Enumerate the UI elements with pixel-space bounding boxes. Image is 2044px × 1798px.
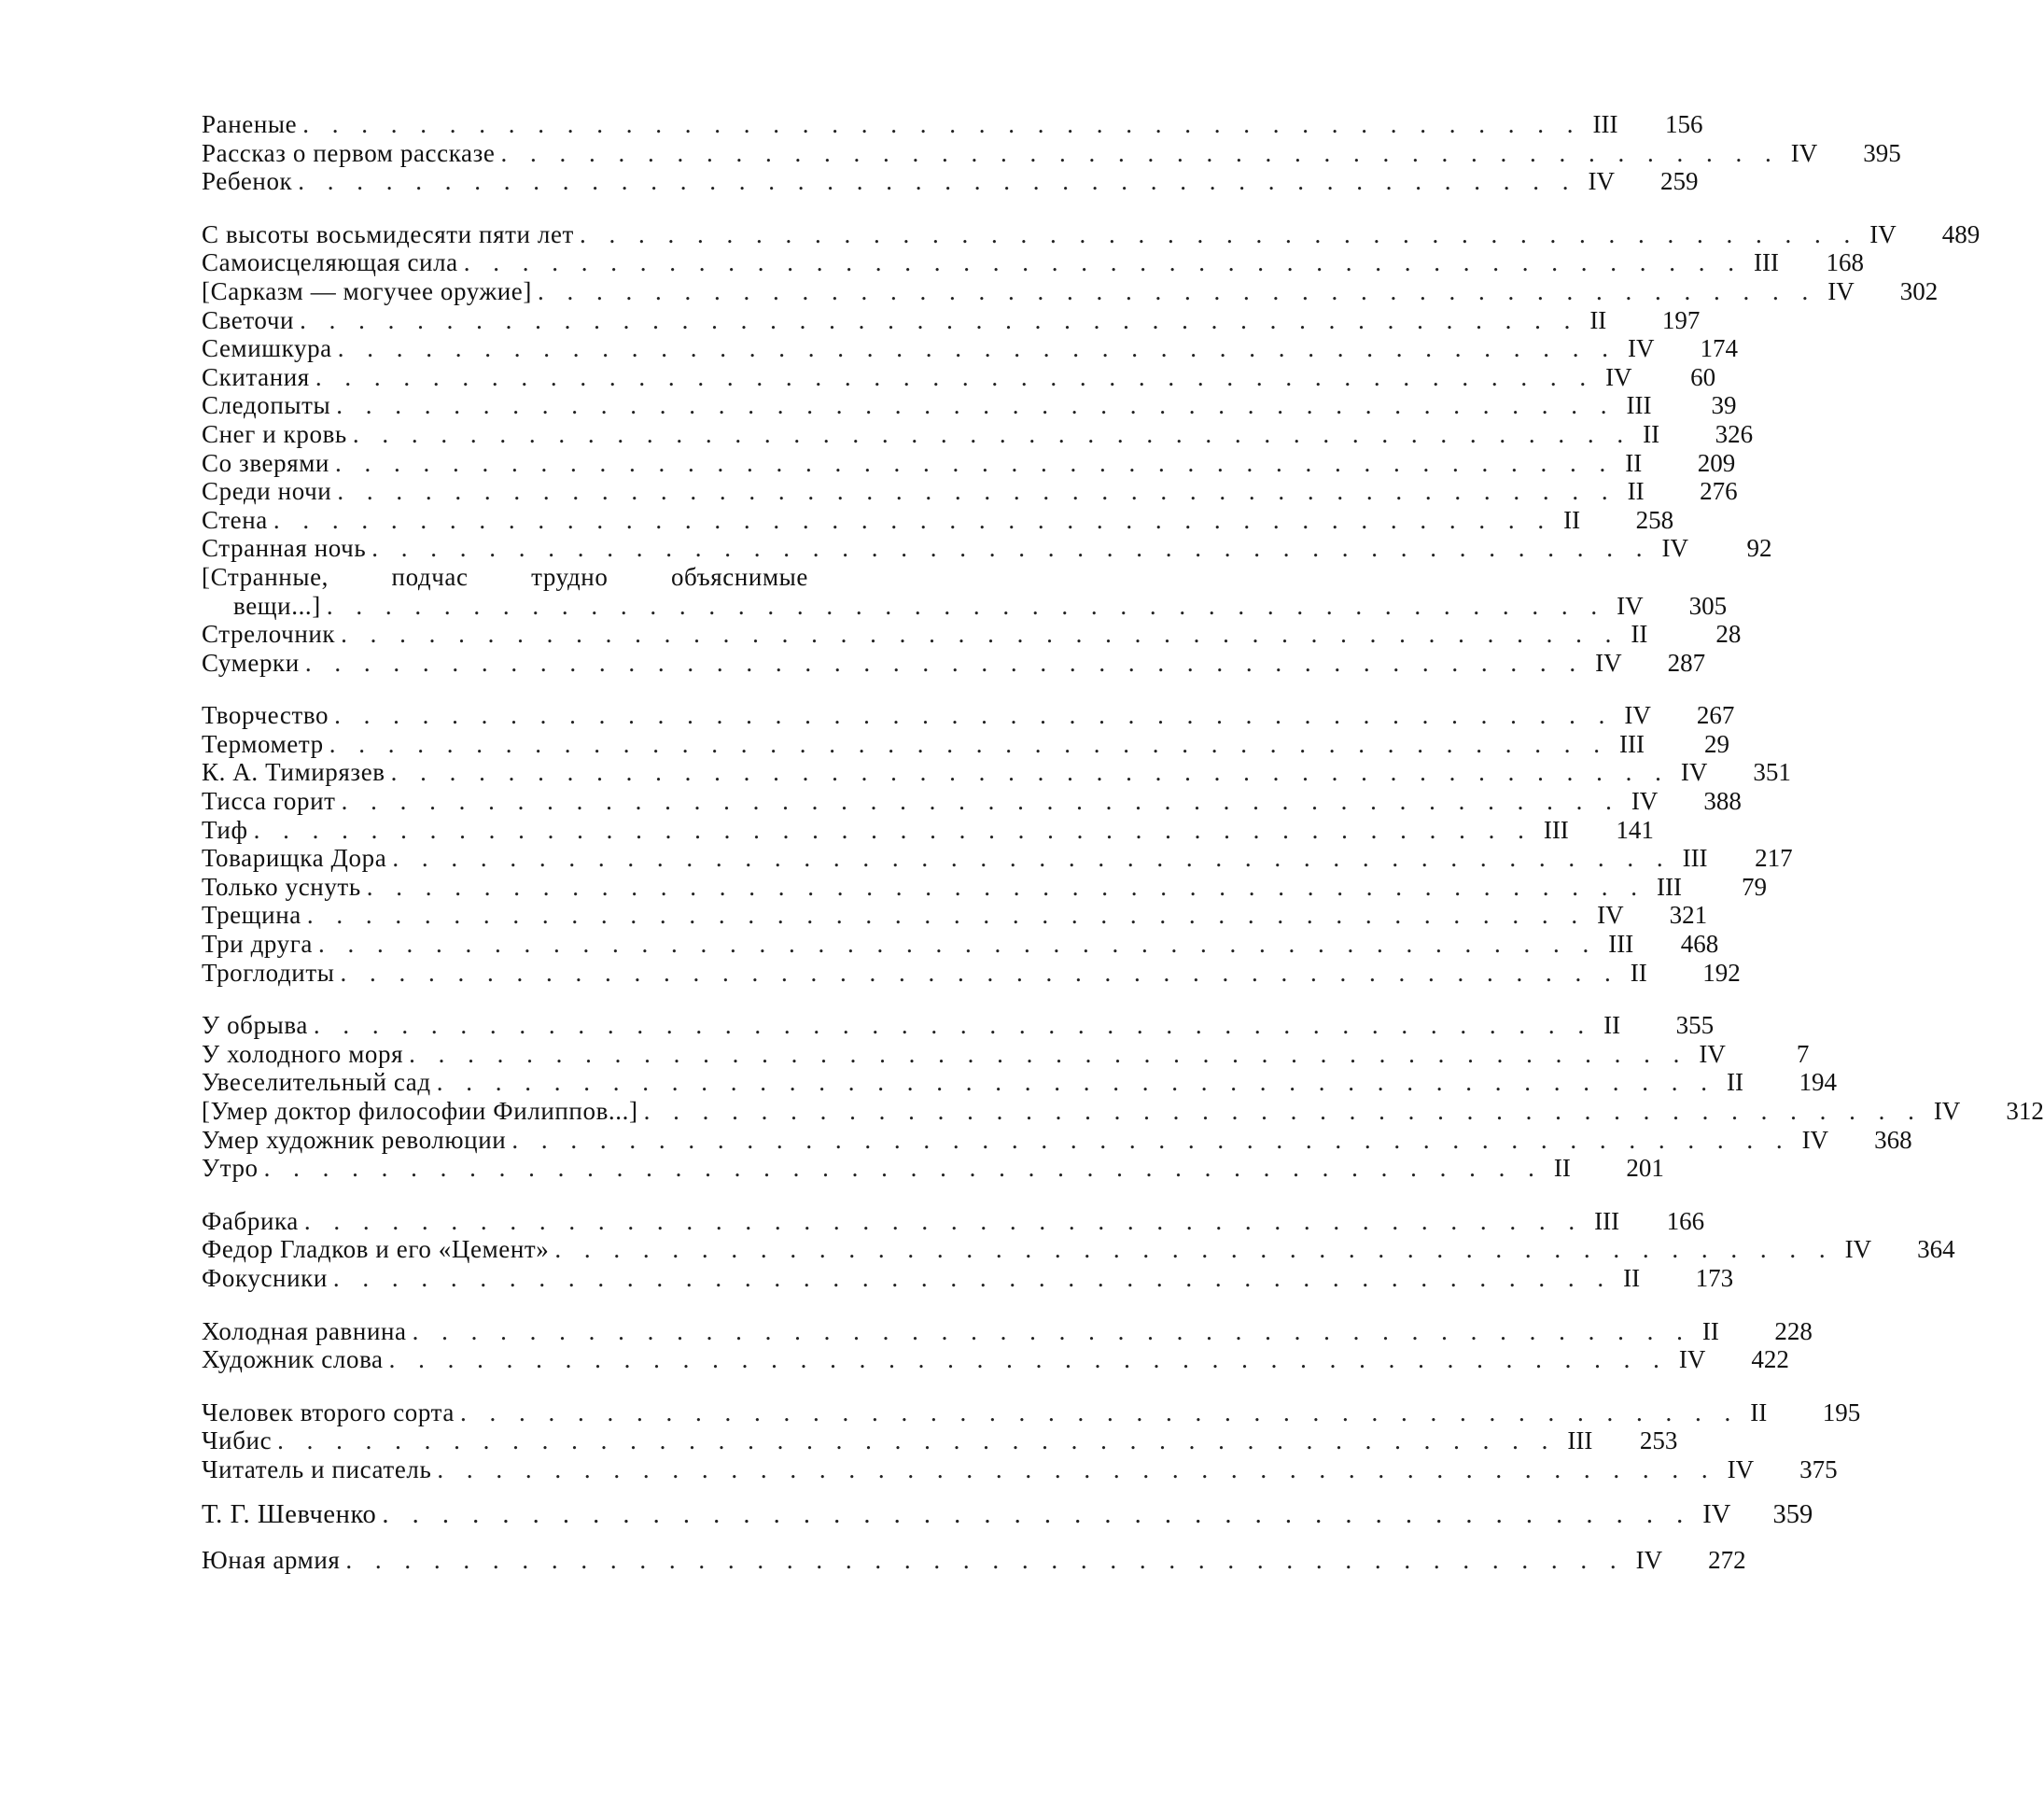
index-page (202, 110, 2044, 1592)
entry-title: Фабрика (202, 1206, 299, 1235)
entry-page: 197 (1661, 305, 1701, 334)
entry-page: 364 (1917, 1235, 1955, 1264)
entry-title: Самоисцеляющая сила (202, 248, 458, 277)
entry-title: Федор Гладков и его «Цемент» (202, 1235, 550, 1264)
entry-volume: IV (1827, 276, 1855, 305)
entry-page: 422 (1751, 1345, 1789, 1374)
index-entry (202, 248, 1864, 277)
dot-leader: . . . . . . . . . . . . . . . . . . . . . . . . . . . . . . . . . . . . . . . . . . . . (345, 1546, 1625, 1575)
entry-title: [Сарказм — могучее оружие] (202, 276, 532, 305)
entry-title: Трещина (202, 901, 301, 930)
entry-volume: II (1627, 477, 1645, 506)
entry-volume: IV (1631, 787, 1659, 816)
index-entry (202, 419, 1754, 449)
entry-page: 258 (1635, 505, 1674, 534)
entry-title: Только уснуть (202, 872, 361, 901)
dot-leader: . . . . . . . . . . . . . . . . . . . . . . . . . . . . . . . . . . . . . . . . . . . . (390, 758, 1670, 787)
entry-title: Стена (202, 505, 268, 534)
entry-page: 201 (1626, 1154, 1664, 1183)
entry-volume: II (1553, 1154, 1571, 1183)
entry-volume: III (1626, 391, 1652, 420)
entry-volume: III (1543, 815, 1569, 844)
dot-leader: . . . . . . . . . . . . . . . . . . . . . . . . . . . . . . . . . . . . . . . . . . . . (336, 391, 1616, 420)
index-entry (202, 1206, 1705, 1236)
entry-title: Человек второго сорта (202, 1398, 455, 1426)
entry-volume: II (1630, 958, 1647, 987)
entry-title-continuation: вещи...] (233, 591, 321, 620)
index-entry (202, 219, 1981, 249)
dot-leader: . . . . . . . . . . . . . . . . . . . . . . . . . . . . . . . . . . . . . . . . . . . . (382, 1499, 1692, 1529)
entry-volume: IV (1597, 901, 1624, 930)
entry-page: 174 (1700, 334, 1739, 363)
entry-page: 166 (1666, 1206, 1705, 1235)
entry-page: 28 (1715, 620, 1742, 649)
entry-page: 375 (1799, 1454, 1838, 1483)
entry-title: Светочи (202, 305, 295, 334)
entry-title: Фокусники (202, 1263, 328, 1292)
dot-leader: . . . . . . . . . . . . . . . . . . . . . . . . . . . . . . . . . . . . . . . . . . . . (300, 305, 1579, 334)
index-entry (202, 930, 1719, 959)
index-entry (202, 1499, 1813, 1530)
index-entry (202, 620, 1742, 649)
index-entry (202, 1316, 1813, 1346)
dot-leader: . . . . . . . . . . . . . . . . . . . . . . . . . . . . . . . . . . . . . . . . . . . . (511, 1125, 1791, 1154)
index-group (202, 701, 1793, 987)
entry-volume: IV (1635, 1546, 1663, 1575)
dot-leader: . . . . . . . . . . . . . . . . . . . . . . . . . . . . . . . . . . . . . . . . . . . . (436, 1068, 1715, 1097)
entry-title: [Странные, подчас трудно объяснимые (202, 562, 808, 591)
entry-title: Чибис (202, 1426, 273, 1455)
index-group (202, 1206, 1955, 1293)
entry-page: 228 (1774, 1316, 1813, 1345)
entry-page: 312 (2006, 1097, 2044, 1125)
index-entry (202, 1345, 1789, 1374)
entry-title: Семишкура (202, 334, 332, 363)
entry-volume: II (1643, 419, 1660, 448)
entry-volume: II (1631, 620, 1648, 649)
entry-volume: IV (1680, 758, 1708, 787)
entry-page: 209 (1697, 448, 1736, 477)
dot-leader: . . . . . . . . . . . . . . . . . . . . . . . . . . . . . . . . . . . . . . . . . . . . (340, 958, 1619, 987)
entry-title: С высоты восьмидесяти пяти лет (202, 219, 574, 248)
entry-page: 351 (1753, 758, 1791, 787)
entry-title: Холодная равнина (202, 1316, 407, 1345)
entry-volume: II (1625, 448, 1643, 477)
index-entry (202, 872, 1767, 902)
dot-leader: . . . . . . . . . . . . . . . . . . . . . . . . . . . . . . . . . . . . . . . . . . . . (337, 334, 1617, 363)
index-entry (202, 1068, 1837, 1097)
entry-page: 29 (1703, 729, 1729, 758)
index-entry (202, 1039, 1810, 1069)
dot-leader: . . . . . . . . . . . . . . . . . . . . . . . . . . . . . . . . . . . . . . . . . . . . (371, 534, 1651, 563)
index-entry (202, 110, 1703, 139)
index-entry (202, 901, 1708, 930)
entry-title: У обрыва (202, 1011, 308, 1040)
entry-volume: IV (1727, 1454, 1755, 1483)
entry-page: 388 (1703, 787, 1742, 816)
index-group (202, 1398, 1861, 1484)
dot-leader: . . . . . . . . . . . . . . . . . . . . . . . . . . . . . . . . . . . . . . . . . . . . (337, 477, 1617, 506)
entry-title: Тиф (202, 815, 248, 844)
entry-volume: III (1618, 729, 1645, 758)
entry-volume: IV (1699, 1039, 1726, 1068)
entry-title: Утро (202, 1154, 259, 1183)
dot-leader: . . . . . . . . . . . . . . . . . . . . . . . . . . . . . . . . . . . . . . . . . . . . (277, 1426, 1557, 1455)
index-entry (202, 276, 1939, 306)
entry-page: 305 (1688, 591, 1728, 620)
dot-leader: . . . . . . . . . . . . . . . . . . . . . . . . . . . . . . . . . . . . . . . . . . . . (313, 1011, 1593, 1040)
entry-volume: IV (1933, 1097, 1961, 1125)
entry-page: 267 (1696, 701, 1735, 730)
entry-title: Увеселительный сад (202, 1068, 431, 1097)
index-entry (202, 391, 1737, 420)
entry-page: 141 (1616, 815, 1654, 844)
entry-volume: III (1592, 110, 1618, 138)
index-entry (202, 1263, 1734, 1293)
index-group (202, 1011, 2044, 1183)
dot-leader: . . . . . . . . . . . . . . . . . . . . . . . . . . . . . . . . . . . . . . . . . . . . (412, 1316, 1691, 1345)
entry-volume: IV (1801, 1125, 1829, 1154)
entry-volume: III (1567, 1426, 1593, 1455)
dot-leader: . . . . . . . . . . . . . . . . . . . . . . . . . . . . . . . . . . . . . . . . . . . . (437, 1454, 1716, 1483)
entry-volume: IV (1790, 138, 1818, 167)
dot-leader: . . . . . . . . . . . . . . . . . . . . . . . . . . . . . . . . . . . . . . . . . . . . (263, 1154, 1543, 1183)
entry-volume: III (1594, 1206, 1620, 1235)
entry-title: Скитания (202, 362, 310, 391)
entry-title: Три друга (202, 930, 314, 959)
dot-leader: . . . . . . . . . . . . . . . . . . . . . . . . . . . . . . . . . . . . . . . . . . . . (459, 1398, 1740, 1426)
entry-volume: III (1608, 930, 1634, 959)
index-entry (202, 701, 1735, 730)
index-entry (202, 167, 1699, 196)
entry-volume: IV (1844, 1235, 1872, 1264)
entry-page: 468 (1680, 930, 1719, 959)
entry-page: 192 (1702, 958, 1741, 987)
dot-leader: . . . . . . . . . . . . . . . . . . . . . . . . . . . . . . . . . . . . . . . . . . . . (554, 1235, 1834, 1264)
entry-page: 302 (1899, 276, 1939, 305)
entry-title: Снег и кровь (202, 419, 347, 448)
entry-page: 217 (1755, 844, 1793, 873)
entry-volume: IV (1595, 648, 1622, 677)
index-entry (202, 1398, 1861, 1427)
entry-volume: IV (1617, 591, 1644, 620)
dot-leader: . . . . . . . . . . . . . . . . . . . . . . . . . . . . . . . . . . . . . . . . . . . . (579, 219, 1859, 248)
entry-page: 359 (1772, 1499, 1813, 1529)
dot-leader: . . . . . . . . . . . . . . . . . . . . . . . . . . . . . . . . . . . . . . . . . . . . (304, 648, 1585, 677)
entry-page: 79 (1742, 872, 1767, 901)
dot-leader: . . . . . . . . . . . . . . . . . . . . . . . . . . . . . . . . . . . . . . . . . . . . (500, 138, 1780, 167)
entry-volume: IV (1869, 219, 1897, 248)
entry-title: Т. Г. Шевченко (202, 1499, 377, 1529)
entry-title: Сумерки (202, 648, 300, 677)
index-entry (202, 562, 1728, 620)
entry-title: Тисса горит (202, 787, 336, 816)
index-entry (202, 1154, 1664, 1183)
entry-title: Товарищка Дора (202, 844, 387, 873)
entry-volume: II (1623, 1263, 1641, 1292)
entry-volume: IV (1678, 1345, 1706, 1374)
entry-volume: IV (1628, 334, 1655, 363)
entry-page: 156 (1664, 110, 1703, 138)
entry-volume: III (1682, 844, 1708, 873)
index-entry (202, 362, 1716, 392)
entry-title: Странная ночь (202, 534, 367, 563)
entry-volume: II (1726, 1068, 1743, 1097)
dot-leader: . . . . . . . . . . . . . . . . . . . . . . . . . . . . . . . . . . . . . . . . . . . . (392, 844, 1672, 873)
entry-title: Термометр (202, 729, 324, 758)
dot-leader: . . . . . . . . . . . . . . . . . . . . . . . . . . . . . . . . . . . . . . . . . . . . (334, 448, 1615, 477)
dot-leader: . . . . . . . . . . . . . . . . . . . . . . . . . . . . . . . . . . . . . . . . . . . . (366, 872, 1645, 901)
index-entry (202, 1454, 1838, 1484)
dot-leader: . . . . . . . . . . . . . . . . . . . . . . . . . . . . . . . . . . . . . . . . . . . . (463, 248, 1743, 277)
entry-page: 395 (1863, 138, 1901, 167)
dot-leader: . . . . . . . . . . . . . . . . . . . . . . . . . . . . . . . . . . . . . . . . . . . . (329, 729, 1608, 758)
entry-title: Художник слова (202, 1345, 384, 1374)
entry-page: 39 (1711, 391, 1737, 420)
index-group (202, 1316, 1813, 1374)
entry-page: 287 (1667, 648, 1706, 677)
dot-leader: . . . . . . . . . . . . . . . . . . . . . . . . . . . . . . . . . . . . . . . . . . . . (388, 1345, 1668, 1374)
entry-title: Со зверями (202, 448, 329, 477)
entry-title: Читатель и писатель (202, 1454, 432, 1483)
dot-leader: . . . . . . . . . . . . . . . . . . . . . . . . . . . . . . . . . . . . . . . . . . . . (302, 110, 1582, 138)
index-entry (202, 1097, 2044, 1126)
index-entry (202, 648, 1706, 678)
entry-volume: IV (1661, 534, 1689, 563)
entry-page: 195 (1822, 1398, 1861, 1426)
entry-volume: II (1701, 1316, 1719, 1345)
dot-leader: . . . . . . . . . . . . . . . . . . . . . . . . . . . . . . . . . . . . . . . . . . . . (332, 1263, 1613, 1292)
index-entry (202, 477, 1738, 506)
index-entry (202, 305, 1701, 335)
index-entry (202, 1426, 1678, 1455)
index-entry (202, 1125, 1912, 1155)
entry-volume: II (1750, 1398, 1768, 1426)
entry-volume: II (1589, 305, 1607, 334)
index-group (202, 110, 1901, 196)
entry-page: 7 (1796, 1039, 1810, 1068)
dot-leader: . . . . . . . . . . . . . . . . . . . . . . . . . . . . . . . . . . . . . . . . . . . . (643, 1097, 1923, 1125)
entry-volume: IV (1605, 362, 1632, 391)
entry-page: 253 (1639, 1426, 1678, 1455)
dot-leader: . . . . . . . . . . . . . . . . . . . . . . . . . . . . . . . . . . . . . . . . . . . . (306, 901, 1587, 930)
entry-page: 326 (1715, 419, 1754, 448)
dot-leader: . . . . . . . . . . . . . . . . . . . . . . . . . . . . . . . . . . . . . . . . . . . . (273, 505, 1553, 534)
dot-leader: . . . . . . . . . . . . . . . . . . . . . . . . . . . . . . . . . . . . . . . . . . . . (341, 787, 1620, 816)
index-entry (202, 1546, 1746, 1575)
dot-leader: . . . . . . . . . . . . . . . . . . . . . . . . . . . . . . . . . . . . . . . . . . . . (409, 1039, 1688, 1068)
index-entry (202, 758, 1791, 787)
entry-title: Троглодиты (202, 958, 335, 987)
dot-leader: . . . . . . . . . . . . . . . . . . . . . . . . . . . . . . . . . . . . . . . . . . . . (334, 701, 1614, 730)
index-entry (202, 1235, 1955, 1264)
index-group (202, 1499, 1813, 1530)
entry-title: Творчество (202, 701, 329, 730)
index-group (202, 1546, 1746, 1575)
entry-page: 259 (1660, 167, 1699, 196)
dot-leader: . . . . . . . . . . . . . . . . . . . . . . . . . . . . . . . . . . . . . . . . . . . . (326, 591, 1606, 620)
index-entry (202, 1011, 1715, 1040)
index-entry (202, 815, 1654, 845)
entry-page: 276 (1700, 477, 1738, 506)
entry-title: Следопыты (202, 391, 331, 420)
entry-volume: IV (1702, 1499, 1731, 1529)
entry-title: У холодного моря (202, 1039, 404, 1068)
entry-volume: III (1657, 872, 1682, 901)
index-entry (202, 729, 1729, 759)
entry-volume: II (1603, 1011, 1621, 1040)
dot-leader: . . . . . . . . . . . . . . . . . . . . . . . . . . . . . . . . . . . . . . . . . . . . (298, 167, 1577, 196)
dot-leader: . . . . . . . . . . . . . . . . . . . . . . . . . . . . . . . . . . . . . . . . . . . . (315, 362, 1595, 391)
entry-page: 194 (1799, 1068, 1837, 1097)
entry-volume: IV (1588, 167, 1616, 196)
entry-volume: II (1563, 505, 1581, 534)
index-entry (202, 334, 1739, 363)
entry-page: 489 (1941, 219, 1981, 248)
entry-page: 368 (1874, 1125, 1912, 1154)
dot-leader: . . . . . . . . . . . . . . . . . . . . . . . . . . . . . . . . . . . . . . . . . . . . (341, 620, 1620, 649)
entry-title: Раненые (202, 110, 298, 138)
entry-page: 321 (1669, 901, 1708, 930)
index-entry (202, 787, 1742, 816)
entry-page: 355 (1675, 1011, 1715, 1040)
entry-title: Умер художник революции (202, 1125, 507, 1154)
entry-title: К. А. Тимирязев (202, 758, 385, 787)
dot-leader: . . . . . . . . . . . . . . . . . . . . . . . . . . . . . . . . . . . . . . . . . . . . (352, 419, 1632, 448)
dot-leader: . . . . . . . . . . . . . . . . . . . . . . . . . . . . . . . . . . . . . . . . . . . . (318, 930, 1598, 959)
entry-page: 60 (1690, 362, 1716, 391)
entry-page: 272 (1708, 1546, 1746, 1575)
entry-title: Среди ночи (202, 477, 332, 506)
entry-page: 92 (1746, 534, 1772, 563)
index-entry (202, 534, 1772, 563)
entry-volume: III (1754, 248, 1779, 277)
entry-volume: IV (1624, 701, 1651, 730)
index-group (202, 219, 1981, 678)
dot-leader: . . . . . . . . . . . . . . . . . . . . . . . . . . . . . . . . . . . . . . . . . . . . (537, 276, 1817, 305)
index-entry (202, 505, 1674, 535)
index-entry (202, 448, 1736, 478)
entry-title: [Умер доктор философии Филиппов...] (202, 1097, 638, 1125)
index-entry (202, 958, 1741, 988)
entry-page: 173 (1695, 1263, 1734, 1292)
dot-leader: . . . . . . . . . . . . . . . . . . . . . . . . . . . . . . . . . . . . . . . . . . . . (253, 815, 1533, 844)
entry-title: Рассказ о первом рассказе (202, 138, 496, 167)
index-entry (202, 844, 1793, 873)
dot-leader: . . . . . . . . . . . . . . . . . . . . . . . . . . . . . . . . . . . . . . . . . . . . (303, 1206, 1584, 1235)
entry-title: Ребенок (202, 167, 293, 196)
entry-title: Юная армия (202, 1546, 341, 1575)
entry-title: Стрелочник (202, 620, 336, 649)
index-entry (202, 138, 1901, 168)
entry-page: 168 (1826, 248, 1864, 277)
